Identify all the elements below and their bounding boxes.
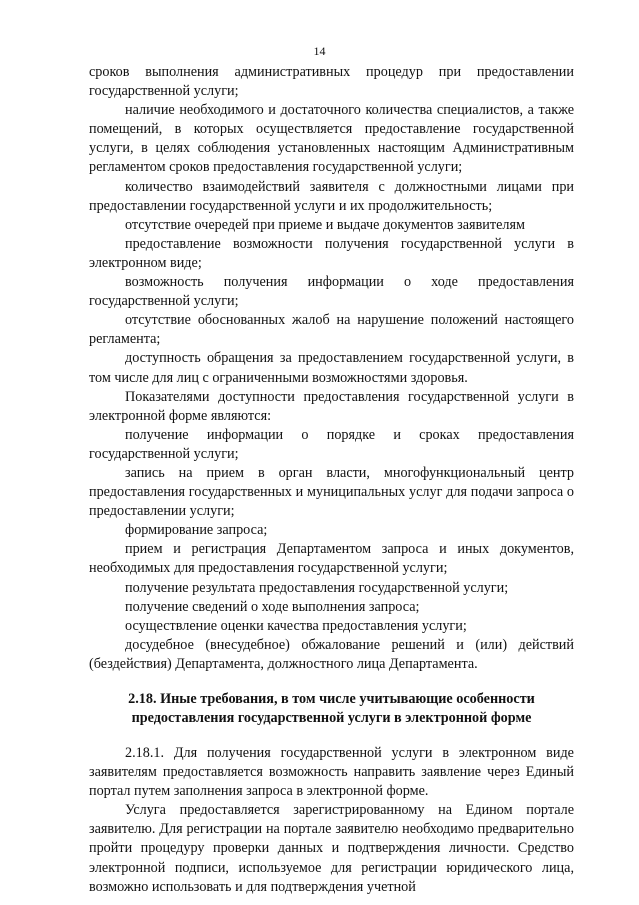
section-heading: 2.18. Иные требования, в том числе учитывающие особенности предоставления государственной услуги в электронной форме: [128, 691, 535, 726]
paragraph: доступность обращения за предоставлением государственной услуги, в том числе для лиц с ограниченными возможностями здоровья.: [89, 350, 574, 386]
paragraph: предоставление возможности получения государственной услуги в электронном виде;: [89, 235, 574, 271]
document-body: [89, 63, 574, 897]
paragraph: осуществление оценки качества предоставления услуги;: [125, 617, 467, 634]
paragraph: получение результата предоставления государственной услуги;: [125, 579, 509, 596]
page-number: 14: [313, 44, 326, 58]
paragraph: отсутствие очередей при приеме и выдаче документов заявителям: [125, 216, 525, 233]
paragraph: отсутствие обоснованных жалоб на нарушение положений настоящего регламента;: [89, 312, 574, 348]
paragraph: Услуга предоставляется зарегистрированному на Едином портале заявителю. Для регистрации на портале заявителю необходимо предварительно пройти процедуру проверки данных и подтверждения личности. Средство электронной подписи, используемое для регистрации юридического лица, возможно использовать и для подтверждения учетной: [89, 802, 574, 895]
paragraph: формирование запроса;: [125, 522, 268, 539]
paragraph: 2.18.1. Для получения государственной услуги в электронном виде заявителям предоставляется возможность направить заявление через Единый портал путем заполнения запроса в электронной форме.: [89, 745, 574, 800]
paragraphs-before: [89, 63, 574, 674]
paragraph: получение сведений о ходе выполнения запроса;: [125, 598, 420, 615]
paragraph: досудебное (внесудебное) обжалование решений и (или) действий (бездействия) Департамента, должностного лица Департамента.: [89, 636, 574, 672]
paragraph: наличие необходимого и достаточного количества специалистов, а также помещений, в которых осуществляется предоставление государственной услуги, в целях соблюдения установленных настоящим Административным регламентом сроков предоставления государственной услуги;: [89, 102, 574, 176]
paragraph: прием и регистрация Департаментом запроса и иных документов, необходимых для предоставления государственной услуги;: [89, 541, 574, 577]
paragraph: запись на прием в орган власти, многофункциональный центр предоставления государственных и муниципальных услуг для подачи запроса о предоставлении услуги;: [89, 464, 574, 520]
paragraph: возможность получения информации о ходе предоставления государственной услуги;: [89, 274, 574, 310]
paragraph: сроков выполнения административных процедур при предоставлении государственной услуги;: [89, 64, 574, 100]
paragraph: количество взаимодействий заявителя с должностными лицами при предоставлении государственной услуги и их продолжительность;: [89, 178, 574, 214]
paragraph: Показателями доступности предоставления государственной услуги в электронной форме являются:: [89, 388, 574, 424]
paragraphs-after: [89, 744, 574, 897]
paragraph: получение информации о порядке и сроках предоставления государственной услуги;: [89, 426, 574, 462]
